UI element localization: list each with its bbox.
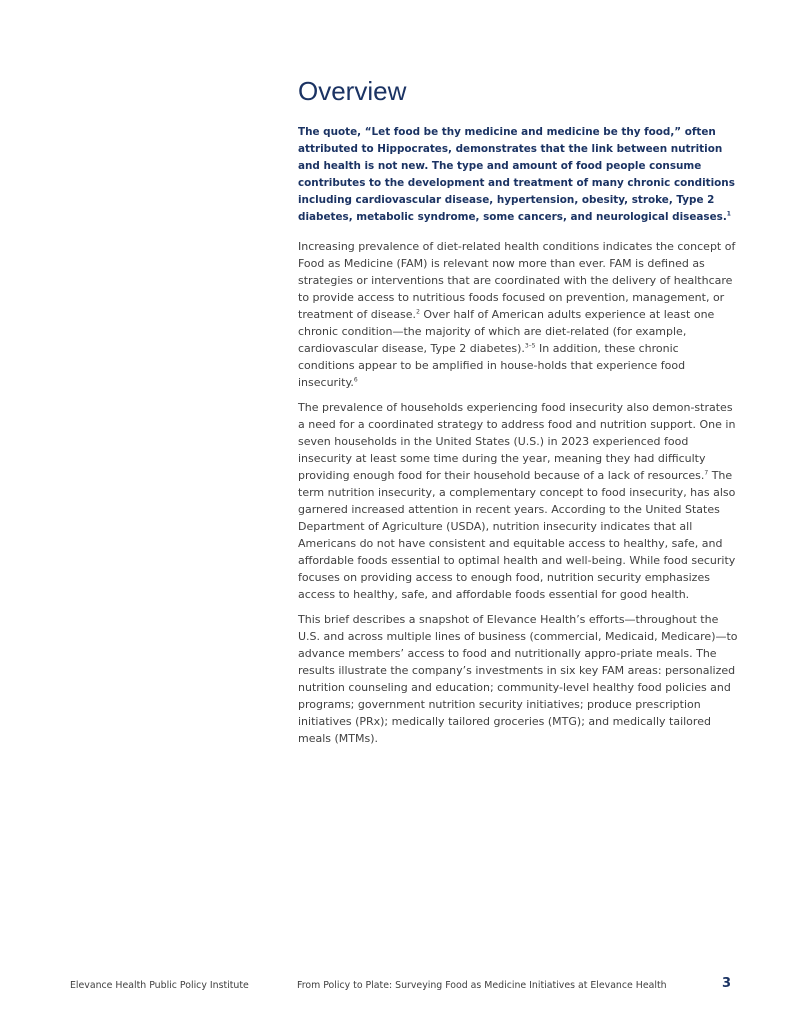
page-number: 3 — [722, 976, 732, 991]
body-paragraph-2 — [298, 399, 738, 603]
lead-paragraph — [298, 124, 738, 226]
footer-report-title: From Policy to Plate: Surveying Food as Medicine Initiatives at Elevance Health — [297, 980, 667, 991]
body-paragraph-1 — [298, 238, 738, 391]
page-title: Overview — [298, 76, 407, 106]
lead-text: The quote, “Let food be thy medicine and medicine be thy food,” often attributed to Hippocrates, demonstrates that the link between nutrition and health is not new. The type and amount of food people consume contributes to the development and treatment of many chronic conditions including cardiovascular disease, hypertension, obesity, stroke, Type 2 diabetes, metabolic syndrome, some cancers, and neurological diseases. — [298, 126, 735, 223]
footnote-ref: 3–5 — [524, 342, 536, 350]
paragraph-text: In addition, these chronic conditions appear to be amplified in house-holds that experience food insecurity. — [298, 342, 686, 389]
footnote-ref: 6 — [353, 376, 358, 384]
paragraph-text: Over half of American adults experience at least one chronic condition—the majority of which are diet-related (for example, cardiovascular disease, Type 2 diabetes). — [298, 308, 715, 355]
main-content — [298, 74, 738, 755]
footnote-ref: 2 — [416, 308, 420, 316]
footnote-ref: 7 — [704, 469, 709, 477]
paragraph-text: The prevalence of households experiencing food insecurity also demon-strates a need for a coordinated strategy to address food and nutrition support. One in seven households in the United States (U.S.) in 2023 experienced food insecurity at least some time during the year, meaning they had difficulty providing enough food for their household because of a lack of resources. — [298, 401, 736, 482]
page-footer — [0, 976, 800, 996]
paragraph-text: This brief describes a snapshot of Elevance Health’s efforts—throughout the U.S. and across multiple lines of business (commercial, Medicaid, Medicare)—to advance members’ access to food and nutritionally appro-priate meals. The results illustrate the company’s investments in six key FAM areas: personalized nutrition counseling and education; community-level healthy food policies and programs; government nutrition security initiatives; produce prescription initiatives (PRx); medically tailored groceries (MTG); and medically tailored meals (MTMs). — [298, 613, 738, 745]
body-paragraph-3 — [298, 611, 738, 747]
paragraph-text: Increasing prevalence of diet-related health conditions indicates the concept of Food as Medicine (FAM) is relevant now more than ever. FAM is defined as strategies or interventions that are coordinated with the delivery of healthcare to provide access to nutritious foods focused on prevention, management, or treatment of disease. — [298, 240, 736, 321]
paragraph-text: The term nutrition insecurity, a complementary concept to food insecurity, has also garnered increased attention in recent years. According to the United States Department of Agriculture (USDA), nutrition insecurity indicates that all Americans do not have consistent and equitable access to healthy, safe, and affordable foods essential to optimal health and well-being. While food security focuses on providing access to enough food, nutrition security emphasizes access to healthy, safe, and affordable foods essential for good health. — [298, 469, 736, 601]
footnote-ref: 1 — [726, 210, 731, 218]
footer-organization: Elevance Health Public Policy Institute — [70, 980, 249, 991]
